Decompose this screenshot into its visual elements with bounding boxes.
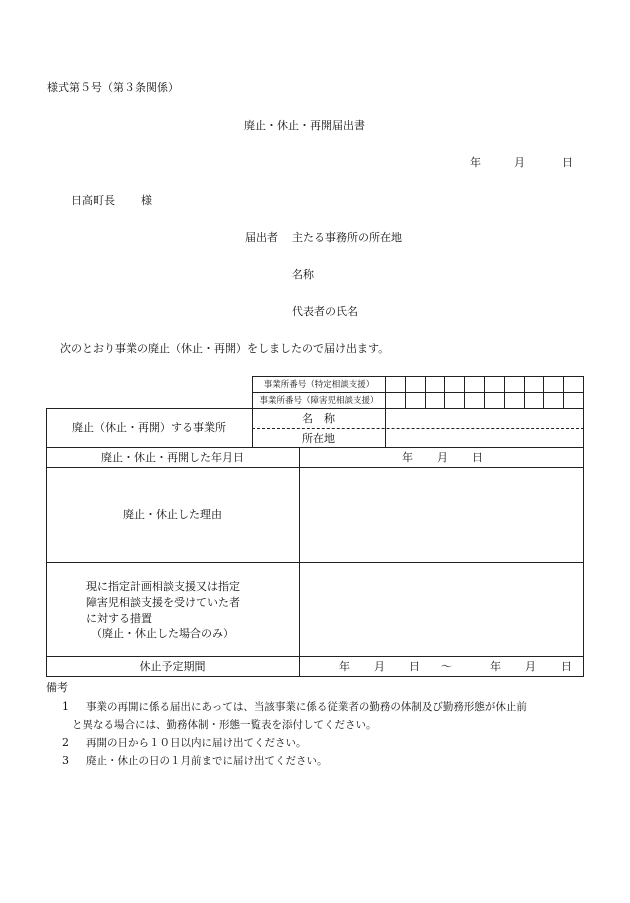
applicant-address-label: 主たる事務所の所在地 xyxy=(292,231,402,244)
form-number: 様式第５号（第３条関係） xyxy=(47,81,179,94)
date-row-day: 日 xyxy=(472,451,483,464)
period-label: 休止予定期間 xyxy=(139,660,206,673)
period-tilde: ～ xyxy=(441,660,452,673)
office-name-field[interactable] xyxy=(386,409,583,427)
note-1-number: 1 xyxy=(62,700,69,713)
digit-box[interactable] xyxy=(406,393,426,409)
period-year-end: 年 xyxy=(490,660,501,673)
office-label: 廃止（休止・再開）する事業所 xyxy=(72,421,226,434)
reason-label: 廃止・休止した理由 xyxy=(123,508,222,521)
measures-label-2: 障害児相談支援を受けていた者 xyxy=(86,596,240,609)
notes-heading: 備考 xyxy=(46,681,68,694)
digit-box[interactable] xyxy=(525,393,545,409)
digit-box[interactable] xyxy=(485,377,505,393)
date-day-label: 日 xyxy=(562,156,573,169)
applicant-representative-label: 代表者の氏名 xyxy=(292,305,358,318)
row-divider xyxy=(46,447,584,448)
measures-label-4: （廃止・休止した場合のみ） xyxy=(91,627,234,640)
note-3-number: 3 xyxy=(62,754,69,767)
office-name-label: 名 称 xyxy=(302,412,335,425)
date-row-year: 年 xyxy=(402,451,413,464)
applicant-name-label: 名称 xyxy=(292,268,314,281)
digit-box[interactable] xyxy=(406,377,426,393)
digit-box[interactable] xyxy=(465,393,485,409)
office-location-field[interactable] xyxy=(386,429,583,447)
digit-box[interactable] xyxy=(445,393,465,409)
date-year-label: 年 xyxy=(470,156,481,169)
digit-box[interactable] xyxy=(564,393,584,409)
date-month-label: 月 xyxy=(514,156,525,169)
intro-text: 次のとおり事業の廃止（休止・再開）をしましたので届け出ます。 xyxy=(60,342,390,355)
digit-box[interactable] xyxy=(544,393,564,409)
period-month-start: 月 xyxy=(374,660,385,673)
digit-box[interactable] xyxy=(386,377,406,393)
applicant-label: 届出者 xyxy=(245,231,278,244)
measures-field[interactable] xyxy=(300,563,583,656)
reason-field[interactable] xyxy=(300,468,583,562)
digit-box[interactable] xyxy=(426,377,446,393)
document-title: 廃止・休止・再開届出書 xyxy=(244,119,365,132)
note-2: 再開の日から１０日以内に届け出てください。 xyxy=(86,737,307,749)
note-1-line-1: 事業の再開に係る届出にあっては、当該事業に係る従業者の勤務の体制及び勤務形態が休止前 xyxy=(86,701,527,713)
office-location-label: 所在地 xyxy=(302,432,335,445)
measures-label-3: に対する措置 xyxy=(86,612,152,625)
period-day-end: 日 xyxy=(561,660,572,673)
digit-box[interactable] xyxy=(445,377,465,393)
note-3: 廃止・休止の日の１月前までに届け出てください。 xyxy=(86,755,328,767)
period-year-start: 年 xyxy=(339,660,350,673)
note-1-line-2: と異なる場合には、勤務体制・形態一覧表を添付してください。 xyxy=(72,719,377,731)
office-number-boxes[interactable] xyxy=(385,376,584,409)
digit-box[interactable] xyxy=(564,377,584,393)
digit-box[interactable] xyxy=(426,393,446,409)
date-row-label: 廃止・休止・再開した年月日 xyxy=(101,451,244,464)
digit-box[interactable] xyxy=(465,377,485,393)
period-day-start: 日 xyxy=(409,660,420,673)
digit-box[interactable] xyxy=(386,393,406,409)
note-2-number: 2 xyxy=(62,736,69,749)
row-divider xyxy=(46,656,584,657)
addressee: 日高町長 xyxy=(71,194,115,207)
digit-box[interactable] xyxy=(505,377,525,393)
digit-box[interactable] xyxy=(485,393,505,409)
digit-box[interactable] xyxy=(544,377,564,393)
digit-box[interactable] xyxy=(525,377,545,393)
period-month-end: 月 xyxy=(525,660,536,673)
office-number-text-2: 事業所番号（障害児相談支援） xyxy=(259,396,379,406)
digit-box[interactable] xyxy=(505,393,525,409)
honorific: 様 xyxy=(141,194,152,207)
office-number-text-1: 事業所番号（特定相談支援） xyxy=(263,380,375,390)
date-row-month: 月 xyxy=(437,451,448,464)
measures-label-1: 現に指定計画相談支援又は指定 xyxy=(86,580,240,593)
